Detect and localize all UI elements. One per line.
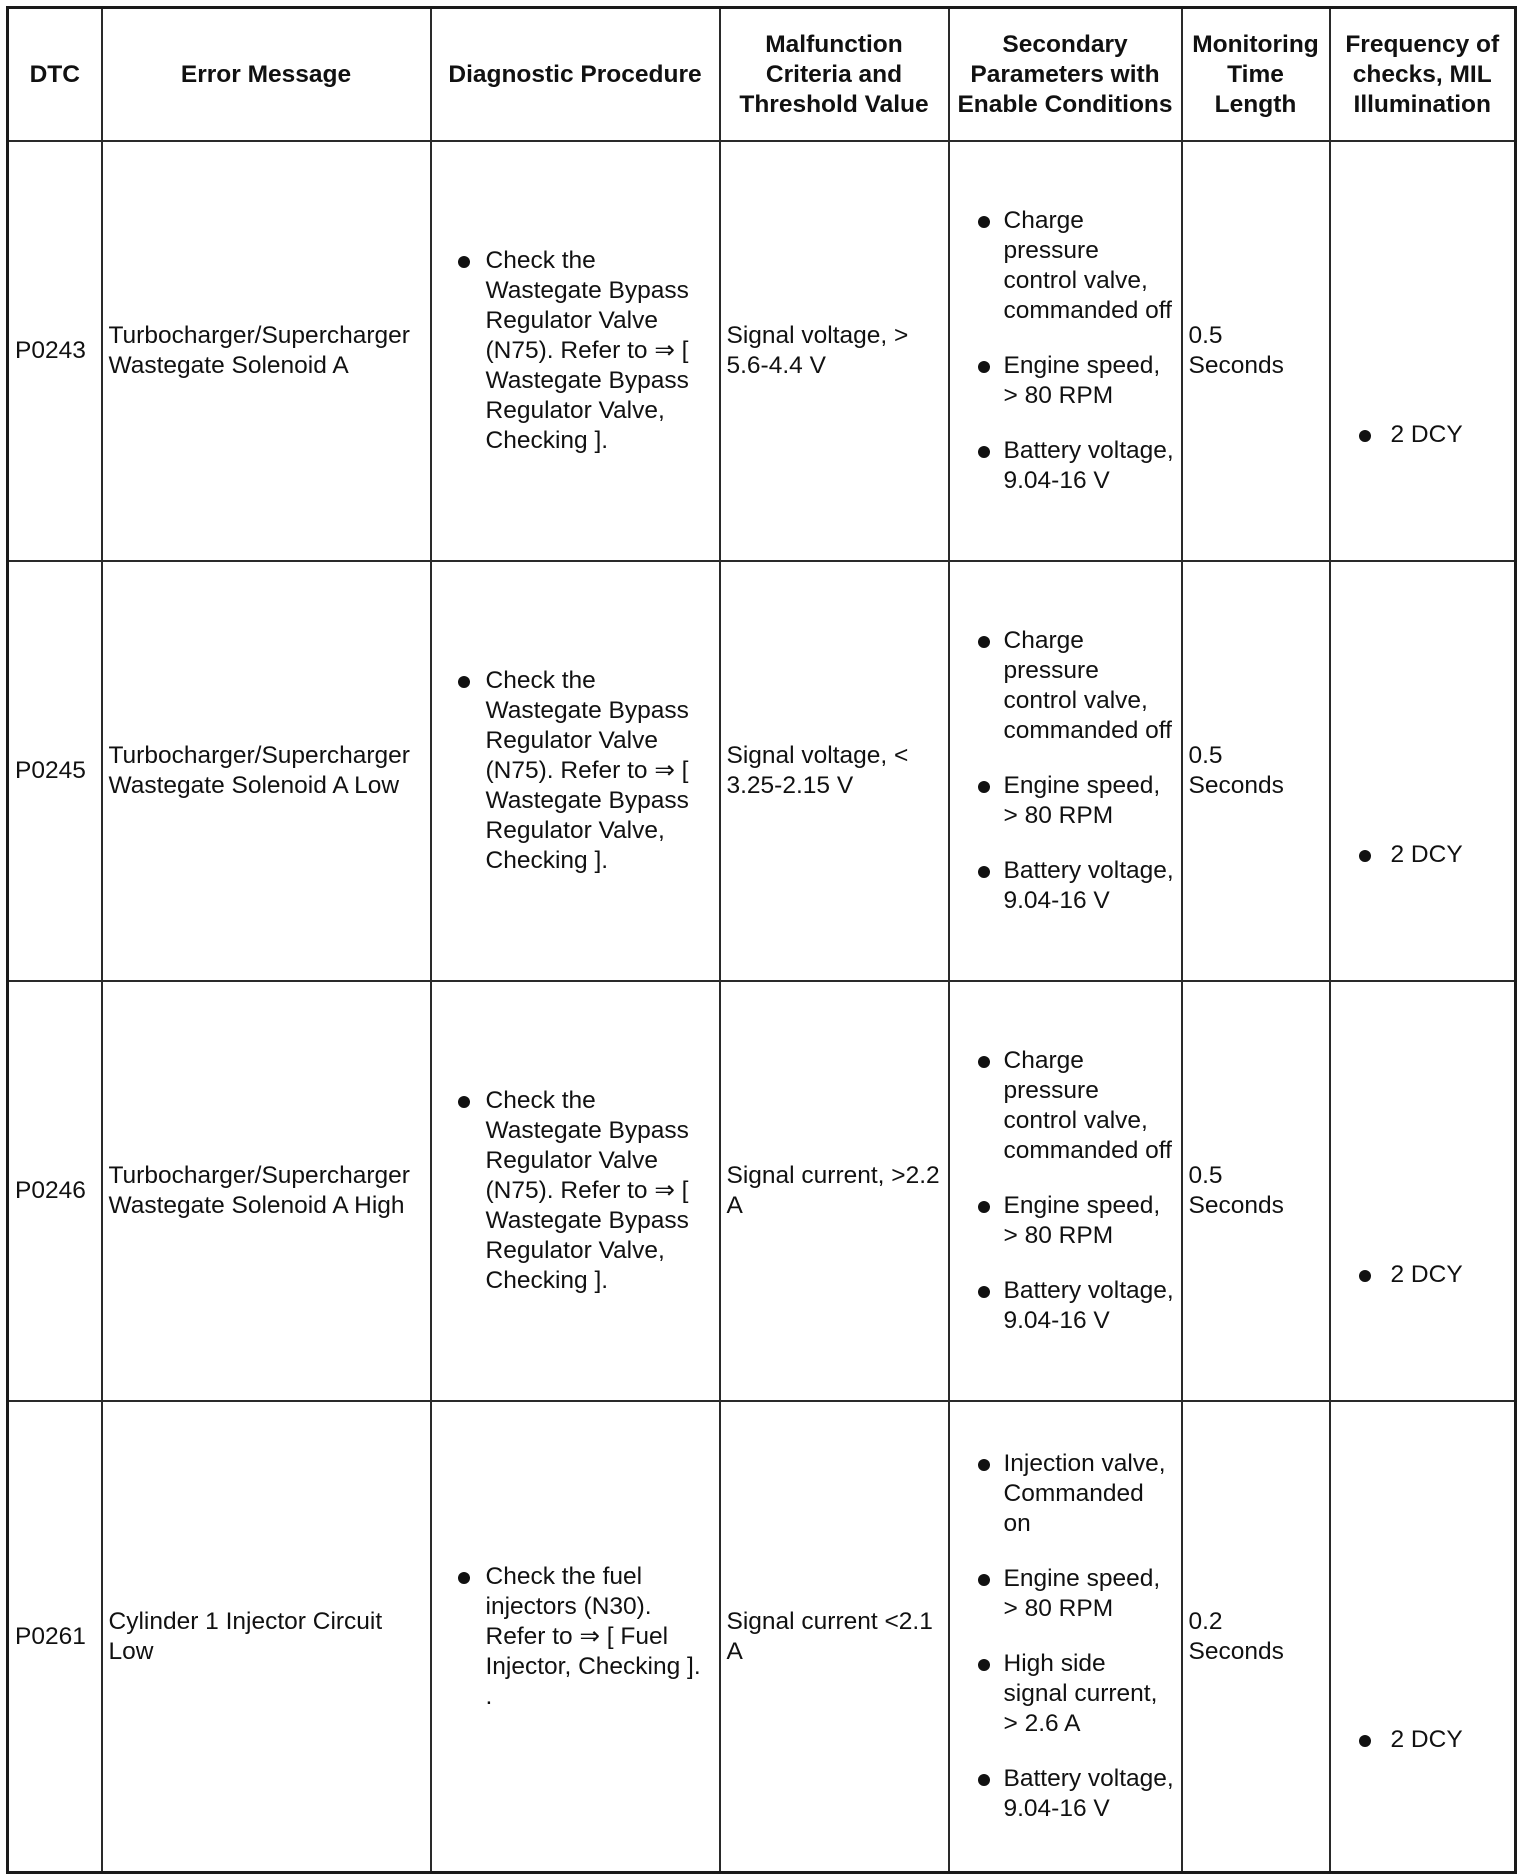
table-row	[8, 981, 1516, 1401]
header-secondary-parameters: Secondary Parameters with Enable Conditions	[949, 8, 1182, 142]
header-error-message: Error Message	[102, 8, 431, 142]
diagnostic-procedure	[431, 981, 720, 1401]
dtc-code: P0246	[8, 981, 102, 1401]
diagnostic-procedure	[431, 561, 720, 981]
secondary-item: Battery voltage, 9.04-16 V	[956, 856, 1175, 916]
frequency-cell	[1330, 561, 1516, 981]
malfunction-criteria: Signal voltage, < 3.25-2.15 V	[720, 561, 949, 981]
secondary-item: Battery voltage, 9.04-16 V	[956, 436, 1175, 496]
procedure-item: Check the fuel injectors (N30). Refer to ⇒ [ Fuel Injector, Checking ]. .	[438, 1562, 713, 1712]
secondary-parameters	[949, 1401, 1182, 1873]
monitoring-time: 0.2 Seconds	[1182, 1401, 1330, 1873]
frequency-cell	[1330, 981, 1516, 1401]
secondary-item: Charge pressure control valve, commanded off	[956, 626, 1175, 746]
frequency-cell	[1330, 1401, 1516, 1873]
monitoring-time: 0.5 Seconds	[1182, 561, 1330, 981]
frequency-item: 2 DCY	[1337, 1260, 1509, 1290]
dtc-code: P0245	[8, 561, 102, 981]
header-row	[8, 8, 1516, 142]
secondary-parameters	[949, 561, 1182, 981]
error-message: Cylinder 1 Injector Circuit Low	[102, 1401, 431, 1873]
frequency-item: 2 DCY	[1337, 1725, 1509, 1755]
secondary-item: Injection valve, Commanded on	[956, 1449, 1175, 1539]
dtc-code: P0261	[8, 1401, 102, 1873]
secondary-parameters	[949, 141, 1182, 561]
secondary-item: High side signal current, > 2.6 A	[956, 1649, 1175, 1739]
error-message: Turbocharger/Supercharger Wastegate Solenoid A High	[102, 981, 431, 1401]
procedure-item: Check the Wastegate Bypass Regulator Valve (N75). Refer to ⇒ [ Wastegate Bypass Regulator Valve, Checking ].	[438, 246, 713, 456]
procedure-item: Check the Wastegate Bypass Regulator Valve (N75). Refer to ⇒ [ Wastegate Bypass Regulator Valve, Checking ].	[438, 666, 713, 876]
malfunction-criteria: Signal current <2.1 A	[720, 1401, 949, 1873]
secondary-parameters	[949, 981, 1182, 1401]
secondary-item: Battery voltage, 9.04-16 V	[956, 1764, 1175, 1824]
procedure-item: Check the Wastegate Bypass Regulator Valve (N75). Refer to ⇒ [ Wastegate Bypass Regulator Valve, Checking ].	[438, 1086, 713, 1296]
table-row	[8, 561, 1516, 981]
secondary-item: Battery voltage, 9.04-16 V	[956, 1276, 1175, 1336]
error-message: Turbocharger/Supercharger Wastegate Solenoid A Low	[102, 561, 431, 981]
dtc-table	[6, 6, 1517, 1874]
secondary-item: Charge pressure control valve, commanded off	[956, 206, 1175, 326]
secondary-item: Charge pressure control valve, commanded off	[956, 1046, 1175, 1166]
malfunction-criteria: Signal voltage, > 5.6-4.4 V	[720, 141, 949, 561]
header-monitoring-time: Monitoring Time Length	[1182, 8, 1330, 142]
frequency-cell	[1330, 141, 1516, 561]
diagnostic-procedure	[431, 141, 720, 561]
malfunction-criteria: Signal current, >2.2 A	[720, 981, 949, 1401]
monitoring-time: 0.5 Seconds	[1182, 141, 1330, 561]
diagnostic-procedure	[431, 1401, 720, 1873]
secondary-item: Engine speed, > 80 RPM	[956, 351, 1175, 411]
error-message: Turbocharger/Supercharger Wastegate Solenoid A	[102, 141, 431, 561]
header-diagnostic-procedure: Diagnostic Procedure	[431, 8, 720, 142]
secondary-item: Engine speed, > 80 RPM	[956, 771, 1175, 831]
table-row	[8, 141, 1516, 561]
frequency-item: 2 DCY	[1337, 420, 1509, 450]
secondary-item: Engine speed, > 80 RPM	[956, 1564, 1175, 1624]
header-frequency: Frequency of checks, MIL Illumination	[1330, 8, 1516, 142]
dtc-code: P0243	[8, 141, 102, 561]
secondary-item: Engine speed, > 80 RPM	[956, 1191, 1175, 1251]
frequency-item: 2 DCY	[1337, 840, 1509, 870]
table-row	[8, 1401, 1516, 1873]
monitoring-time: 0.5 Seconds	[1182, 981, 1330, 1401]
header-dtc: DTC	[8, 8, 102, 142]
header-malfunction-criteria: Malfunction Criteria and Threshold Value	[720, 8, 949, 142]
